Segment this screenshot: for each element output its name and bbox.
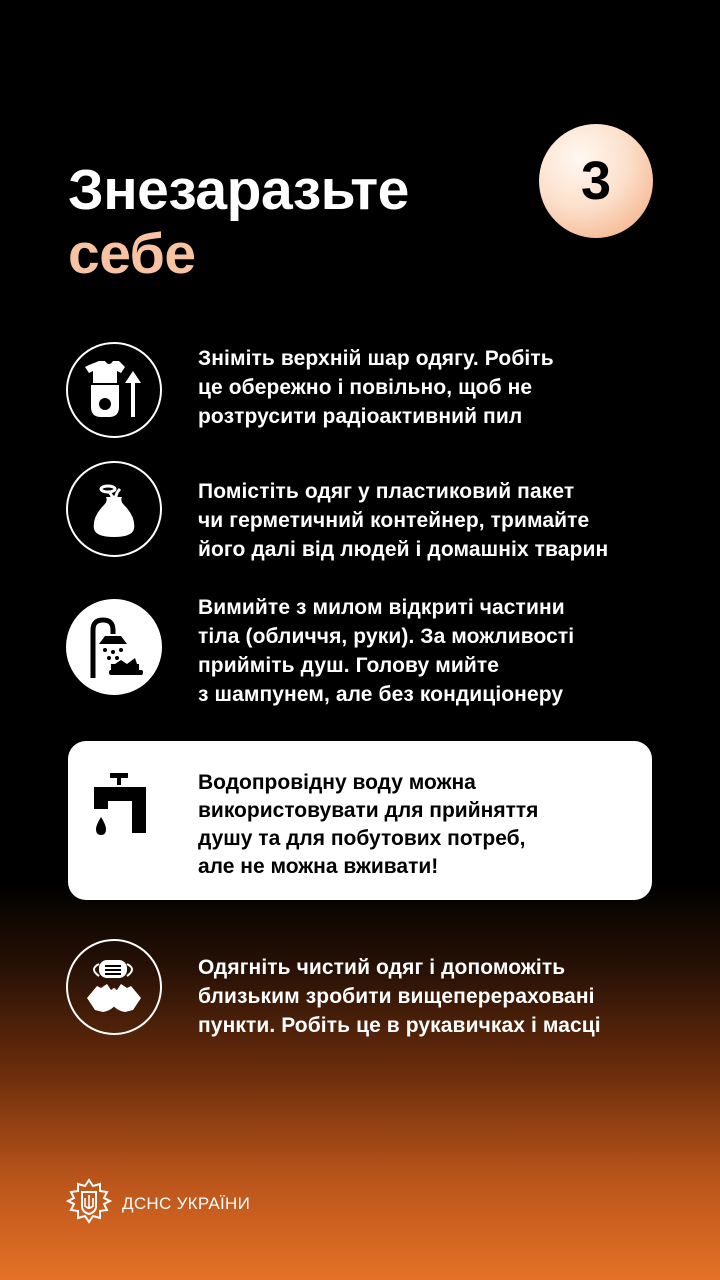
step-bag-clothes-text: Помістіть одяг у пластиковий пакет чи герметичний контейнер, тримайте його далі від людей і домашніх тварин <box>198 480 609 561</box>
shower-icon <box>66 599 162 695</box>
remove-clothes-icon <box>66 342 162 438</box>
dsns-emblem-icon <box>66 1178 112 1229</box>
title-line-1: Знезаразьте <box>68 158 409 222</box>
notice-body: Водопровідну воду можна використовувати для прийняття душу та для побутових потреб, <box>198 771 539 850</box>
mask-gloves-icon <box>66 939 162 1035</box>
footer-label: ДСНС УКРАЇНИ <box>122 1193 251 1213</box>
step-number-badge: 3 <box>539 124 653 238</box>
bag-icon <box>66 461 162 557</box>
footer-brand <box>66 1178 250 1229</box>
tap-water-notice-text <box>198 769 538 881</box>
tap-water-notice-card <box>68 741 652 900</box>
step-remove-clothes-text: Зніміть верхній шар одягу. Робіть це обережно і повільно, щоб не розтрусити радіоактивний пил <box>198 347 554 428</box>
step-clean-clothes-text: Одягніть чистий одяг і допоможіть близьким зробити вищеперераховані пункти. Робіть це в рукавичках і масці <box>198 956 601 1037</box>
step-wash-text: Вимийте з милом відкриті частини тіла (обличчя, руки). За можливості прийміть душ. Голову мийте з шампунем, але без кондиціонеру <box>198 596 575 706</box>
water-tap-icon <box>88 769 168 854</box>
page-title <box>68 158 409 286</box>
notice-emphasis: але не можна вживати! <box>198 855 439 878</box>
title-line-2: себе <box>68 222 196 286</box>
